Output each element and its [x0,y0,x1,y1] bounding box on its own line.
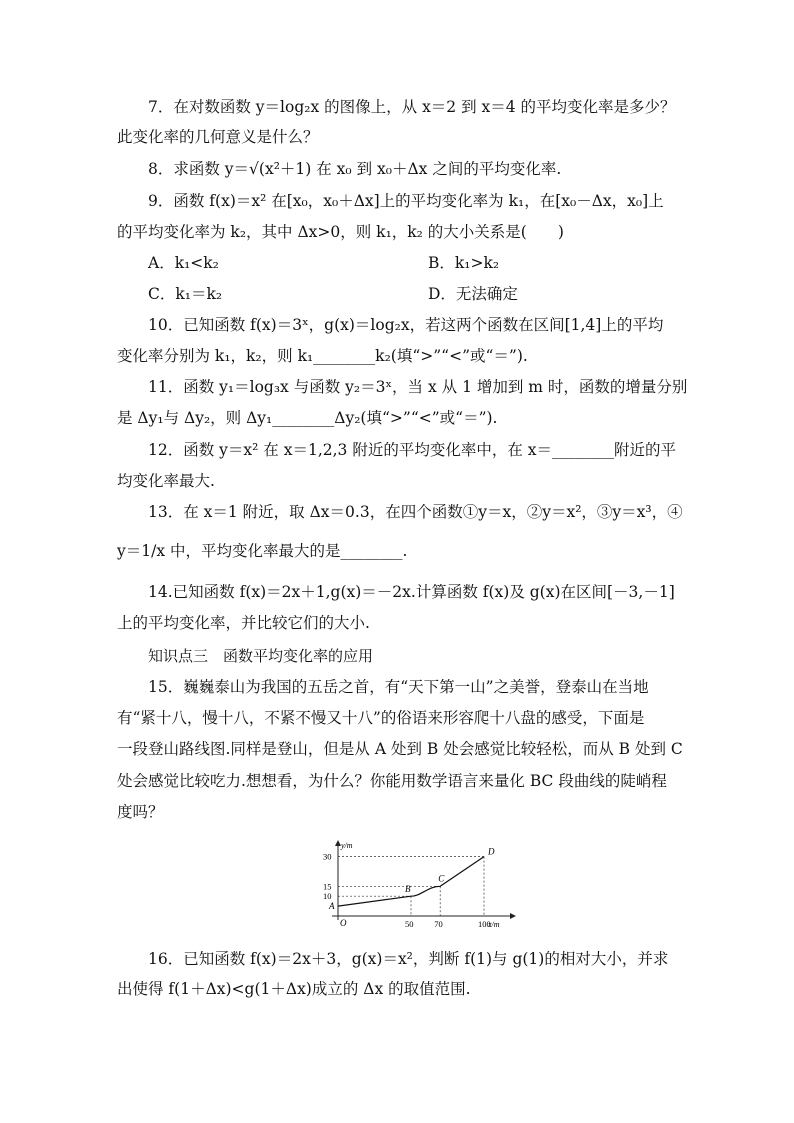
y-tick-30: 30 [323,851,332,862]
q15-line5: 度吗？ [117,803,164,821]
x-axis-label: x/m [488,920,500,929]
climbing-route-chart [310,838,520,930]
q11-line2: 是 Δy₁与 Δy₂，则 Δy₁________Δy₂(填“>”“<”或“＝”). [117,409,498,427]
q16-line1: 16．已知函数 f(x)＝2x＋3，g(x)＝x²，判断 f(1)与 g(1)的相对大小，并求 [148,950,669,968]
point-label-D: D [488,846,495,857]
y-tick-15: 15 [323,881,332,892]
q15-line2: 有“紧十八，慢十八，不紧不慢又十八”的俗语来形容爬十八盘的感受，下面是 [117,709,645,727]
q14-line1: 14.已知函数 f(x)＝2x＋1,g(x)＝－2x.计算函数 f(x)及 g(x)在区间[－3,－1] [148,583,675,601]
q16-line2: 出使得 f(1＋Δx)<g(1＋Δx)成立的 Δx 的取值范围. [117,980,471,998]
q9-option-a[interactable]: A．k₁<k₂ [148,254,219,272]
q12-line2: 均变化率最大. [117,472,215,490]
q15-line1: 15．巍巍泰山为我国的五岳之首，有“天下第一山”之美誉，登泰山在当地 [148,678,649,696]
q13-line1: 13．在 x＝1 附近，取 Δx＝0.3，在四个函数①y＝x，②y＝x²，③y＝x³，④ [148,503,683,521]
q10-line2: 变化率分别为 k₁，k₂，则 k₁________k₂(填“>”“<”或“＝”). [117,347,528,365]
q8-text: 8．求函数 y＝√(x²＋1) 在 x₀ 到 x₀＋Δx 之间的平均变化率. [148,160,562,178]
y-tick-10: 10 [323,891,332,902]
origin-label: O [340,918,347,928]
point-label-B: B [405,884,411,895]
q12-line1: 12．函数 y＝x² 在 x＝1,2,3 附近的平均变化率中，在 x＝________附近的平 [148,441,676,459]
q7-line2: 此变化率的几何意义是什么？ [117,128,319,146]
section-heading: 知识点三 函数平均变化率的应用 [148,647,374,665]
x-tick-50: 50 [405,919,414,929]
point-label-C: C [438,873,445,884]
q15-line4: 处会感觉比较吃力.想想看，为什么？你能用数学语言来量化 BC 段曲线的陡峭程 [117,772,667,790]
q9-option-d[interactable]: D．无法确定 [428,285,518,303]
point-label-A: A [329,901,335,912]
y-axis-label: y/m [341,841,353,850]
q9-option-b[interactable]: B．k₁>k₂ [428,254,500,272]
x-axis-arrow [510,913,516,919]
q15-line3: 一段登山路线图.同样是登山，但是从 A 处到 B 处会感觉比较轻松，而从 B 处到 C [117,740,683,758]
q7-line1: 7．在对数函数 y＝log₂x 的图像上，从 x＝2 到 x＝4 的平均变化率是多少？ [148,98,676,116]
q10-line1: 10．已知函数 f(x)＝3ˣ，g(x)＝log₂x，若这两个函数在区间[1,4]上的平均 [148,316,664,334]
x-tick-70: 70 [434,919,443,929]
route-line [338,857,484,907]
q9-line1: 9．函数 f(x)＝x² 在[x₀，x₀＋Δx]上的平均变化率为 k₁，在[x₀－Δx，x₀]上 [148,192,664,210]
q9-line2: 的平均变化率为 k₂，其中 Δx>0，则 k₁，k₂ 的大小关系是( ) [117,223,564,241]
q13-line2: y＝1/x 中，平均变化率最大的是________. [117,542,408,560]
x-tick-100: 100 [478,919,491,929]
q11-line1: 11．函数 y₁＝log₃x 与函数 y₂＝3ˣ，当 x 从 1 增加到 m 时，函数的增量分别 [148,378,688,396]
q14-line2: 上的平均变化率，并比较它们的大小. [117,614,370,632]
q9-option-c[interactable]: C．k₁＝k₂ [148,285,223,303]
